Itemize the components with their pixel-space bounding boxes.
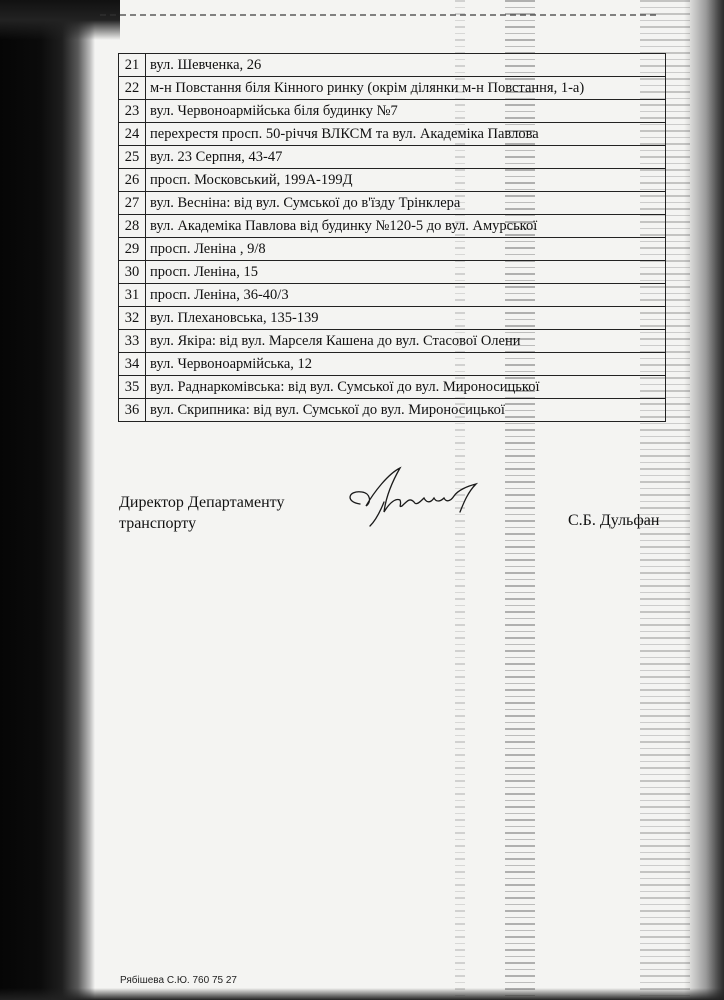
table-row — [119, 399, 666, 422]
table-row — [119, 307, 666, 330]
row-number: 23 — [119, 100, 146, 123]
row-location: просп. Московський, 199А-199Д — [146, 169, 666, 192]
row-location: перехрестя просп. 50-річчя ВЛКСМ та вул. Академіка Павлова — [146, 123, 666, 146]
row-location: просп. Леніна , 9/8 — [146, 238, 666, 261]
table-row — [119, 123, 666, 146]
row-location: вул. Раднаркомівська: від вул. Сумської до вул. Мироносицької — [146, 376, 666, 399]
table-row — [119, 192, 666, 215]
table-row — [119, 100, 666, 123]
footer-note: Рябішева С.Ю. 760 75 27 — [120, 975, 237, 986]
scan-corner-top-left — [0, 0, 120, 40]
row-number: 22 — [119, 77, 146, 100]
table-row — [119, 54, 666, 77]
streets-table — [118, 53, 666, 422]
row-number: 31 — [119, 284, 146, 307]
row-number: 21 — [119, 54, 146, 77]
table-row — [119, 146, 666, 169]
signatory-title — [119, 492, 284, 534]
table-row — [119, 215, 666, 238]
row-number: 24 — [119, 123, 146, 146]
row-number: 29 — [119, 238, 146, 261]
row-location: вул. Червоноармійська, 12 — [146, 353, 666, 376]
row-location: вул. Якіра: від вул. Марселя Кашена до вул. Стасової Олени — [146, 330, 666, 353]
row-number: 27 — [119, 192, 146, 215]
table-row — [119, 330, 666, 353]
signatory-name: С.Б. Дульфан — [568, 512, 660, 529]
table-row — [119, 353, 666, 376]
row-number: 34 — [119, 353, 146, 376]
row-location: вул. Скрипника: від вул. Сумської до вул. Мироносицької — [146, 399, 666, 422]
row-number: 28 — [119, 215, 146, 238]
row-location: вул. Плехановська, 135-139 — [146, 307, 666, 330]
scan-top-line — [100, 14, 660, 16]
row-number: 30 — [119, 261, 146, 284]
row-location: вул. 23 Серпня, 43-47 — [146, 146, 666, 169]
row-number: 36 — [119, 399, 146, 422]
scan-edge-bottom — [0, 988, 724, 1000]
table-row — [119, 238, 666, 261]
table-row — [119, 261, 666, 284]
row-number: 35 — [119, 376, 146, 399]
row-location: м-н Повстання біля Кінного ринку (окрім ділянки м-н Повстання, 1-а) — [146, 77, 666, 100]
table-row — [119, 284, 666, 307]
row-location: вул. Червоноармійська біля будинку №7 — [146, 100, 666, 123]
signatory-title-line2: транспорту — [119, 515, 197, 532]
row-location: вул. Весніна: від вул. Сумської до в'їзду Трінклера — [146, 192, 666, 215]
signatory-title-line1: Директор Департаменту — [119, 494, 285, 511]
row-number: 32 — [119, 307, 146, 330]
row-location: вул. Академіка Павлова від будинку №120-5 до вул. Амурської — [146, 215, 666, 238]
row-location: вул. Шевченка, 26 — [146, 54, 666, 77]
table-row — [119, 169, 666, 192]
row-location: просп. Леніна, 36-40/3 — [146, 284, 666, 307]
row-number: 25 — [119, 146, 146, 169]
row-number: 26 — [119, 169, 146, 192]
row-number: 33 — [119, 330, 146, 353]
scan-edge-left — [0, 0, 95, 1000]
scan-edge-right — [684, 0, 724, 1000]
table-row — [119, 77, 666, 100]
table-row — [119, 376, 666, 399]
row-location: просп. Леніна, 15 — [146, 261, 666, 284]
handwritten-signature — [340, 462, 490, 532]
